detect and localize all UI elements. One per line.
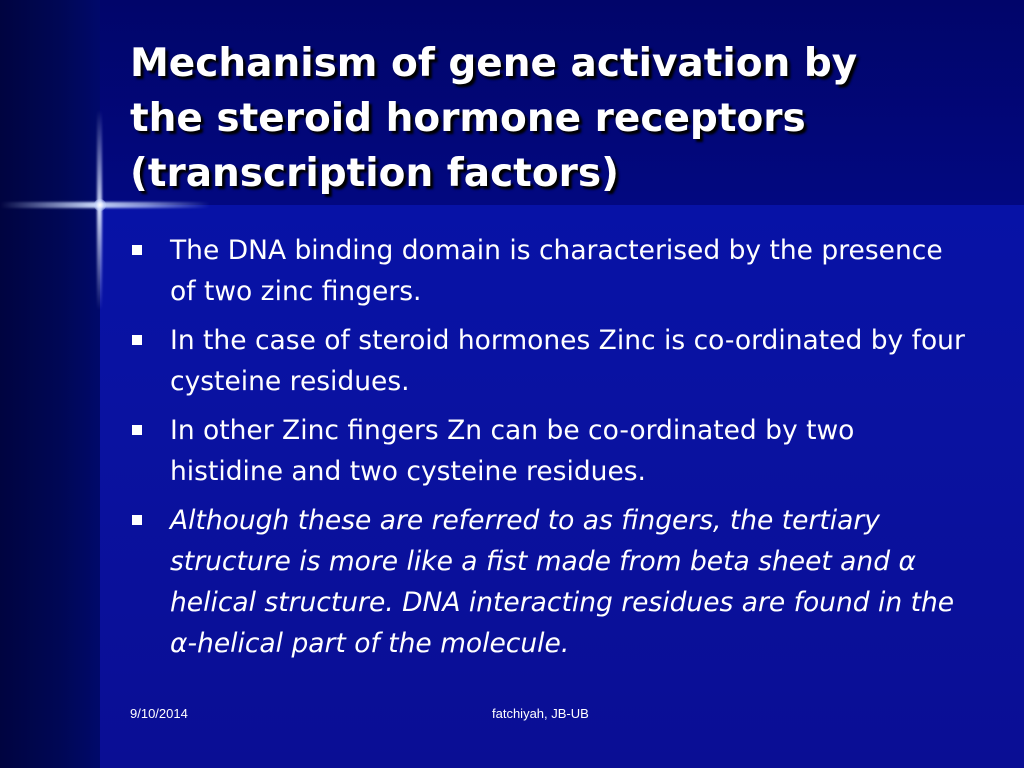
bullet-text: Although these are referred to as fingers, the tertiary structure is more like a fist made from beta sheet and α helical structure. DNA interacting residues are found in the α-helical part of the molecule. bbox=[170, 505, 955, 659]
bullet-text: The DNA binding domain is characterised by the presence of two zinc fingers. bbox=[170, 235, 943, 307]
bullet-item bbox=[130, 230, 970, 312]
square-bullet-icon bbox=[132, 425, 142, 435]
bullet-text: In other Zinc fingers Zn can be co-ordinated by two histidine and two cysteine residues. bbox=[170, 415, 855, 487]
footer-date: 9/10/2014 bbox=[130, 706, 188, 721]
bullet-item bbox=[130, 320, 970, 402]
slide-title bbox=[130, 36, 990, 201]
footer-author: fatchiyah, JB-UB bbox=[492, 706, 589, 721]
title-line: the steroid hormone receptors bbox=[130, 96, 806, 141]
bullet-item bbox=[130, 410, 970, 492]
left-decorative-band bbox=[0, 0, 100, 768]
title-line: Mechanism of gene activation by bbox=[130, 41, 858, 86]
square-bullet-icon bbox=[132, 335, 142, 345]
bullet-item bbox=[130, 500, 970, 664]
square-bullet-icon bbox=[132, 245, 142, 255]
title-line: (transcription factors) bbox=[130, 151, 619, 196]
bullet-text: In the case of steroid hormones Zinc is co-ordinated by four cysteine residues. bbox=[170, 325, 965, 397]
bullet-list bbox=[130, 230, 970, 672]
sparkle-icon bbox=[94, 199, 106, 211]
square-bullet-icon bbox=[132, 515, 142, 525]
